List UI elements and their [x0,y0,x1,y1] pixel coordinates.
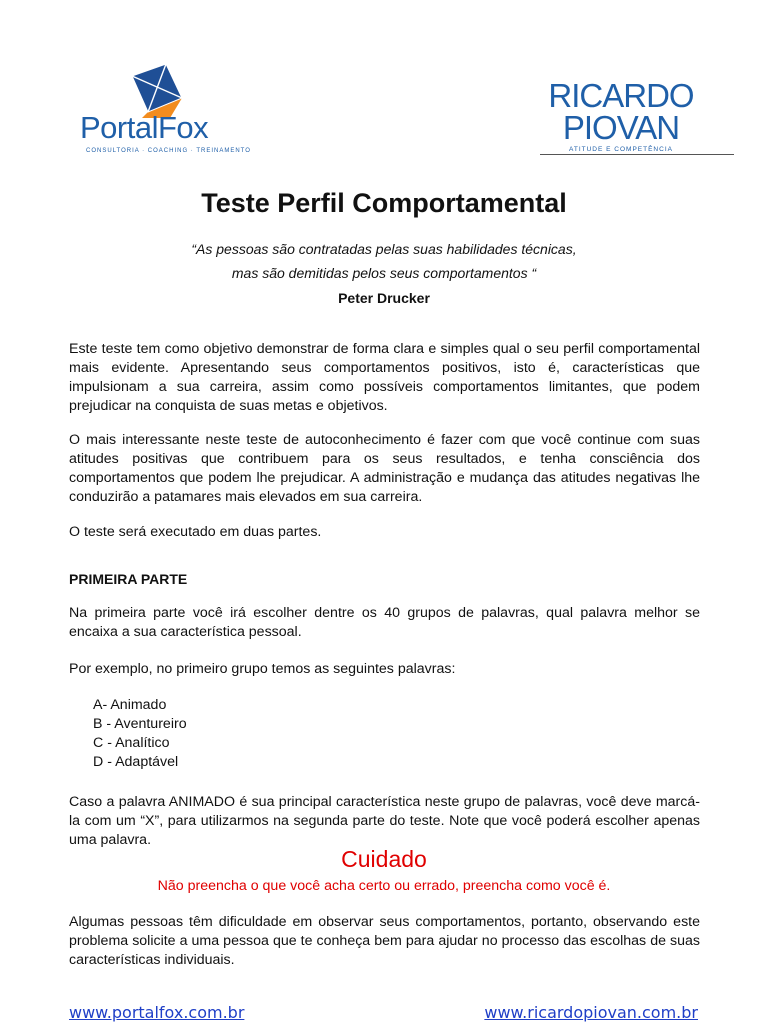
portalfox-logo-text: PortalFox [80,110,209,145]
intro-paragraph: Este teste tem como objetivo demonstrar de forma clara e simples qual o seu perfil comportamental mais evidente. Apresentando seus comportamentos positivos, isto é, características que impulsionam a sua carreira, assim como possíveis comportamentos limitantes, que podem prejudicar na conquista de suas metas e objetivos. [69,341,700,414]
self-knowledge-paragraph: O mais interessante neste teste de autoconhecimento é fazer com que você continue com suas atitudes positivas que contribuem para os seus resultados, e tenha consciência dos comportamentos que podem lhe prejudicar. A administração e mudança das atitudes negativas lhe conduzirão a patamares mais elevados em sua carreira. [69,432,700,505]
two-parts-paragraph: O teste será executado em duas partes. [69,524,322,540]
list-item: C - Analítico [93,735,170,751]
warning-text: Não preencha o que você acha certo ou errado, preencha como você é. [157,878,611,894]
warning-title: Cuidado [341,846,427,872]
ricardopiovan-logo-line1: RICARDO [548,77,694,114]
example-paragraph: Por exemplo, no primeiro grupo temos as seguintes palavras: [69,661,456,677]
help-paragraph: Algumas pessoas têm dificuldade em observar seus comportamentos, portanto, observando este problema solicite a uma pessoa que te conheça bem para ajudar no processo das escolhas de suas características individuais. [69,914,700,968]
list-item: D - Adaptável [93,754,179,770]
header-divider [540,154,734,155]
first-part-paragraph: Na primeira parte você irá escolher dentre os 40 grupos de palavras, qual palavra melhor se encaixa a sua característica pessoal. [69,605,700,640]
quote-author: Peter Drucker [338,290,430,306]
list-item: B - Aventureiro [93,716,187,732]
example-word-list [93,696,187,772]
ricardopiovan-logo-line2: PIOVAN [562,109,680,146]
section-heading: PRIMEIRA PARTE [69,571,188,587]
portalfox-website-link[interactable]: www.portalfox.com.br [69,1003,245,1022]
quote-line-2: mas são demitidas pelos seus comportamentos “ [231,265,537,281]
ricardopiovan-logo [536,77,706,160]
document-title: Teste Perfil Comportamental [201,188,567,218]
ricardopiovan-logo-tagline: ATITUDE E COMPETÊNCIA [569,146,673,153]
marking-instructions-paragraph: Caso a palavra ANIMADO é sua principal característica neste grupo de palavras, você deve marcá-la com um “X”, para utilizarmos na segunda parte do teste. Note que você poderá escolher apenas uma palavra. [69,794,700,848]
portalfox-logo-tagline: CONSULTORIA · COACHING · TREINAMENTO [86,148,251,154]
portalfox-logo [80,60,250,155]
list-item: A- Animado [93,697,167,713]
ricardopiovan-website-link[interactable]: www.ricardopiovan.com.br [484,1003,698,1022]
quote-line-1: “As pessoas são contratadas pelas suas habilidades técnicas, [191,241,577,257]
